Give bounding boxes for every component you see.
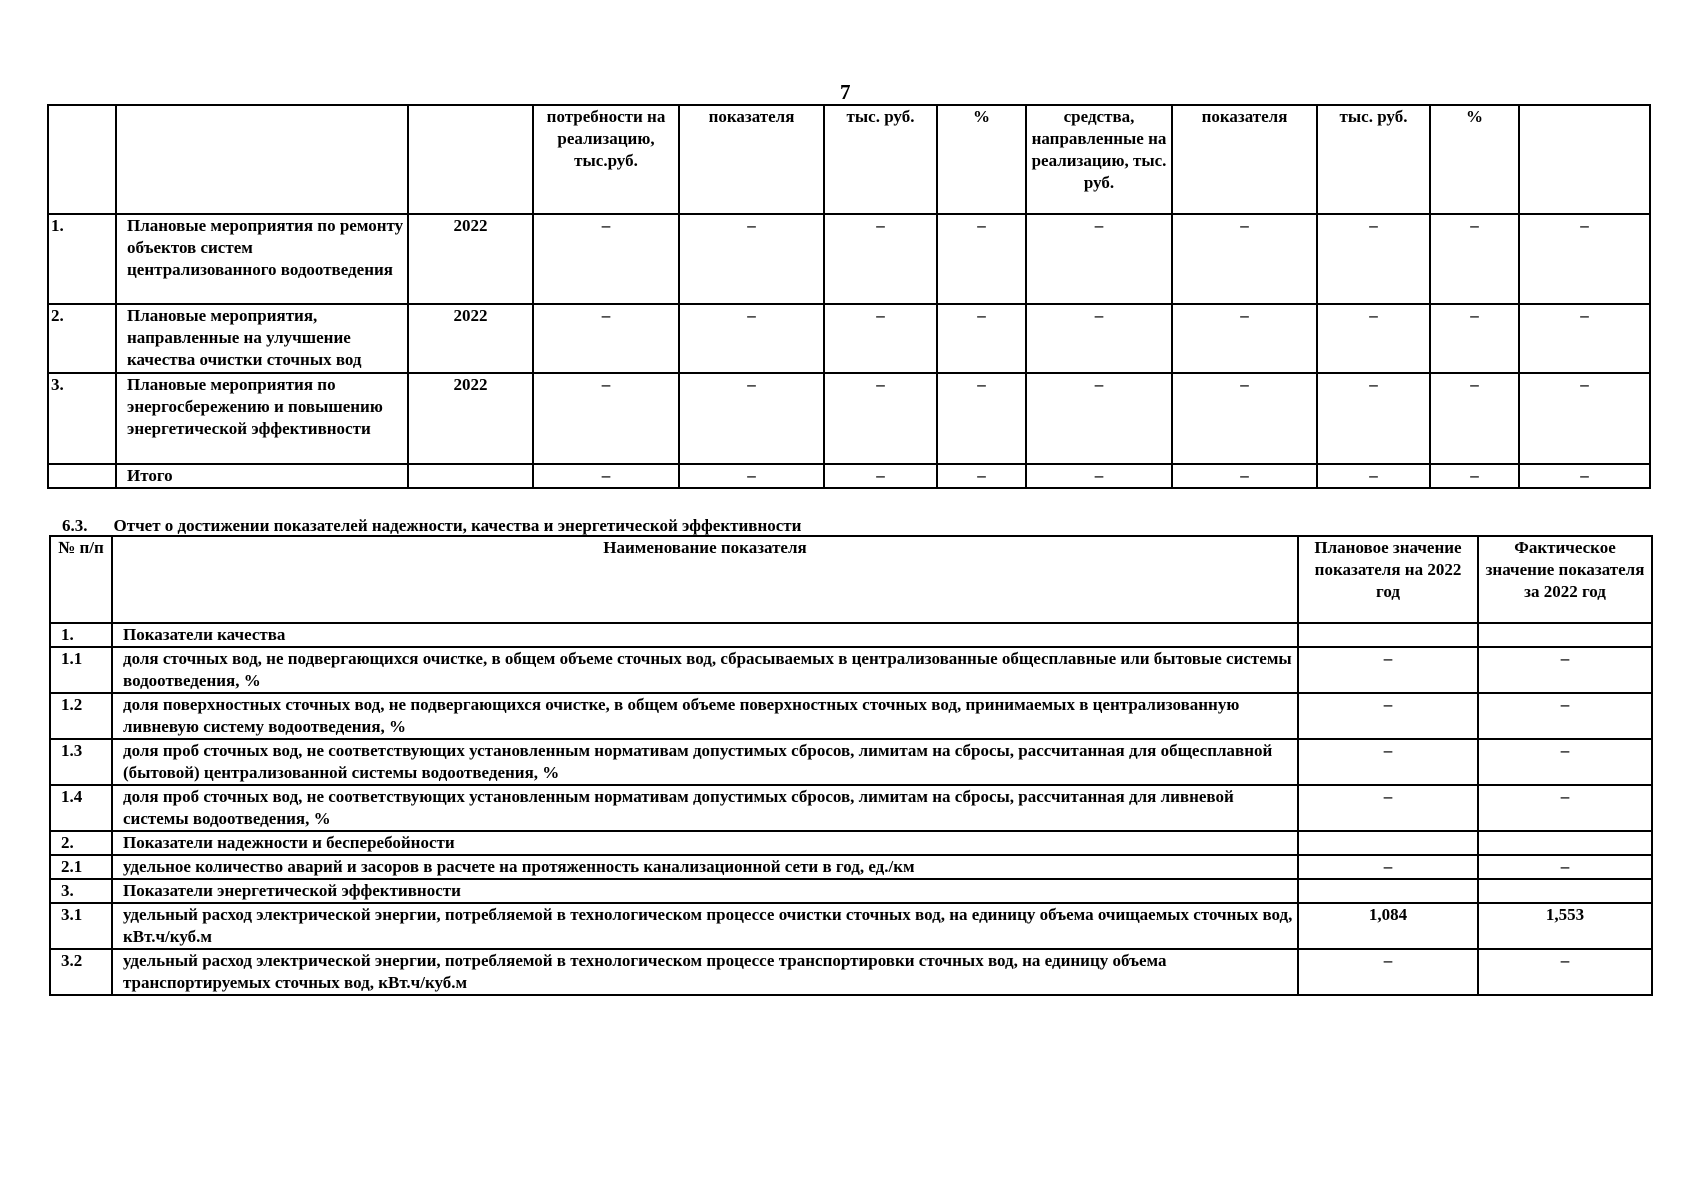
table-row bbox=[50, 647, 1652, 693]
header-cell-percent: % bbox=[1430, 105, 1519, 214]
header-cell-funds: средства, направленные на реализацию, тыс. руб. bbox=[1026, 105, 1172, 214]
section-title: Отчет о достижении показателей надежности, качества и энергетической эффективности bbox=[113, 516, 802, 535]
row-value: – bbox=[1430, 214, 1519, 304]
row-plan: – bbox=[1298, 693, 1478, 739]
row-value: – bbox=[1317, 373, 1430, 464]
row-number: 1.4 bbox=[50, 785, 112, 831]
table-row bbox=[50, 903, 1652, 949]
row-plan: – bbox=[1298, 739, 1478, 785]
row-name: доля сточных вод, не подвергающихся очистке, в общем объеме сточных вод, сбрасываемых в централизованные общесплавные или бытовые системы водоотведения, % bbox=[112, 647, 1298, 693]
row-value: – bbox=[1430, 304, 1519, 373]
table-row bbox=[50, 739, 1652, 785]
page-number: 7 bbox=[840, 80, 851, 104]
table-header-row bbox=[48, 105, 1650, 214]
row-value: – bbox=[679, 373, 824, 464]
row-year: 2022 bbox=[408, 304, 533, 373]
row-number: 3. bbox=[48, 373, 116, 464]
row-number: 2. bbox=[48, 304, 116, 373]
row-name: Плановые мероприятия по энергосбережению и повышению энергетической эффективности bbox=[116, 373, 408, 464]
table-row bbox=[50, 879, 1652, 903]
row-number: 3. bbox=[50, 879, 112, 903]
header-cell-name: Наименование показателя bbox=[112, 536, 1298, 623]
row-number bbox=[48, 464, 116, 488]
row-value: – bbox=[1172, 304, 1317, 373]
row-year: 2022 bbox=[408, 373, 533, 464]
row-value: – bbox=[679, 464, 824, 488]
table-row bbox=[50, 623, 1652, 647]
row-name: Плановые мероприятия, направленные на улучшение качества очистки сточных вод bbox=[116, 304, 408, 373]
row-number: 2. bbox=[50, 831, 112, 855]
row-plan: – bbox=[1298, 949, 1478, 995]
section-number: 6.3. bbox=[62, 516, 88, 535]
row-value: – bbox=[824, 304, 937, 373]
row-value: – bbox=[679, 214, 824, 304]
row-year bbox=[408, 464, 533, 488]
row-value: – bbox=[533, 373, 679, 464]
header-cell-fact: Фактическое значение показателя за 2022 год bbox=[1478, 536, 1652, 623]
row-value: – bbox=[1317, 214, 1430, 304]
row-year: 2022 bbox=[408, 214, 533, 304]
header-cell-indicator: показателя bbox=[679, 105, 824, 214]
table-total-row bbox=[48, 464, 1650, 488]
row-value: – bbox=[937, 214, 1026, 304]
row-value: – bbox=[824, 373, 937, 464]
table-row bbox=[50, 785, 1652, 831]
header-cell-number: № п/п bbox=[50, 536, 112, 623]
row-name: Плановые мероприятия по ремонту объектов систем централизованного водоотведения bbox=[116, 214, 408, 304]
row-name: Показатели надежности и бесперебойности bbox=[112, 831, 1298, 855]
section-heading bbox=[62, 516, 801, 536]
row-name: доля проб сточных вод, не соответствующих установленным нормативам допустимых сбросов, лимитам на сбросы, рассчитанная для ливневой системы водоотведения, % bbox=[112, 785, 1298, 831]
row-fact bbox=[1478, 831, 1652, 855]
row-fact bbox=[1478, 879, 1652, 903]
row-value: – bbox=[533, 214, 679, 304]
row-fact: 1,553 bbox=[1478, 903, 1652, 949]
table-row bbox=[50, 693, 1652, 739]
row-value: – bbox=[937, 304, 1026, 373]
row-value: – bbox=[1026, 464, 1172, 488]
row-plan: – bbox=[1298, 647, 1478, 693]
row-value: – bbox=[1519, 214, 1650, 304]
row-number: 1. bbox=[48, 214, 116, 304]
row-value: – bbox=[1026, 214, 1172, 304]
row-value: – bbox=[1172, 373, 1317, 464]
row-fact: – bbox=[1478, 785, 1652, 831]
row-name: Итого bbox=[116, 464, 408, 488]
row-name: удельный расход электрической энергии, потребляемой в технологическом процессе очистки сточных вод, на единицу объема очищаемых сточных вод, кВт.ч/куб.м bbox=[112, 903, 1298, 949]
row-number: 3.1 bbox=[50, 903, 112, 949]
row-value: – bbox=[824, 214, 937, 304]
header-cell bbox=[116, 105, 408, 214]
row-fact: – bbox=[1478, 739, 1652, 785]
table-row bbox=[50, 855, 1652, 879]
row-number: 2.1 bbox=[50, 855, 112, 879]
indicators-table bbox=[49, 535, 1653, 996]
header-cell-plan: Плановое значение показателя на 2022 год bbox=[1298, 536, 1478, 623]
row-number: 3.2 bbox=[50, 949, 112, 995]
header-cell-percent: % bbox=[937, 105, 1026, 214]
row-plan bbox=[1298, 831, 1478, 855]
table-row bbox=[50, 831, 1652, 855]
header-cell bbox=[48, 105, 116, 214]
row-value: – bbox=[533, 304, 679, 373]
row-value: – bbox=[1172, 464, 1317, 488]
row-value: – bbox=[1519, 464, 1650, 488]
row-plan: – bbox=[1298, 785, 1478, 831]
row-number: 1.3 bbox=[50, 739, 112, 785]
row-fact: – bbox=[1478, 949, 1652, 995]
row-value: – bbox=[1317, 464, 1430, 488]
row-value: – bbox=[1430, 464, 1519, 488]
row-fact bbox=[1478, 623, 1652, 647]
header-cell-indicator: показателя bbox=[1172, 105, 1317, 214]
row-fact: – bbox=[1478, 855, 1652, 879]
table-header-row bbox=[50, 536, 1652, 623]
row-value: – bbox=[533, 464, 679, 488]
table-row bbox=[50, 949, 1652, 995]
row-value: – bbox=[1430, 373, 1519, 464]
row-name: доля поверхностных сточных вод, не подвергающихся очистке, в общем объеме поверхностных сточных вод, принимаемых в централизованную ливневую систему водоотведения, % bbox=[112, 693, 1298, 739]
row-value: – bbox=[1519, 373, 1650, 464]
table-row bbox=[48, 304, 1650, 373]
row-number: 1. bbox=[50, 623, 112, 647]
row-name: удельное количество аварий и засоров в расчете на протяженность канализационной сети в год, ед./км bbox=[112, 855, 1298, 879]
measures-table bbox=[47, 104, 1651, 489]
row-name: удельный расход электрической энергии, потребляемой в технологическом процессе транспортировки сточных вод, на единицу объема транспортируемых сточных вод, кВт.ч/куб.м bbox=[112, 949, 1298, 995]
header-cell-need: потребности на реализацию, тыс.руб. bbox=[533, 105, 679, 214]
row-value: – bbox=[937, 373, 1026, 464]
row-value: – bbox=[679, 304, 824, 373]
row-plan: 1,084 bbox=[1298, 903, 1478, 949]
row-name: Показатели энергетической эффективности bbox=[112, 879, 1298, 903]
row-value: – bbox=[1026, 373, 1172, 464]
row-number: 1.2 bbox=[50, 693, 112, 739]
row-plan: – bbox=[1298, 855, 1478, 879]
header-cell-thousand-rub: тыс. руб. bbox=[1317, 105, 1430, 214]
header-cell bbox=[408, 105, 533, 214]
row-number: 1.1 bbox=[50, 647, 112, 693]
row-plan bbox=[1298, 879, 1478, 903]
row-value: – bbox=[1317, 304, 1430, 373]
header-cell-thousand-rub: тыс. руб. bbox=[824, 105, 937, 214]
header-cell bbox=[1519, 105, 1650, 214]
row-value: – bbox=[1519, 304, 1650, 373]
row-name: доля проб сточных вод, не соответствующих установленным нормативам допустимых сбросов, лимитам на сбросы, рассчитанная для общесплавной (бытовой) централизованной системы водоотведения, % bbox=[112, 739, 1298, 785]
row-value: – bbox=[937, 464, 1026, 488]
table-row bbox=[48, 214, 1650, 304]
table-row bbox=[48, 373, 1650, 464]
row-value: – bbox=[1172, 214, 1317, 304]
row-fact: – bbox=[1478, 647, 1652, 693]
row-plan bbox=[1298, 623, 1478, 647]
row-fact: – bbox=[1478, 693, 1652, 739]
row-name: Показатели качества bbox=[112, 623, 1298, 647]
row-value: – bbox=[824, 464, 937, 488]
row-value: – bbox=[1026, 304, 1172, 373]
